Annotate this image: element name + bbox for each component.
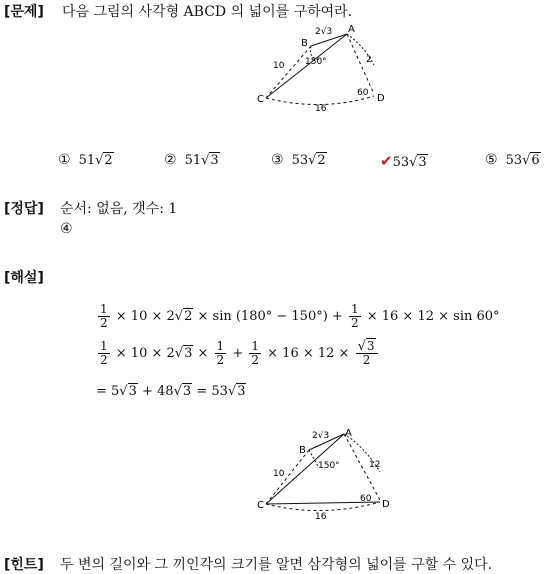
choice-3[interactable]: ③ 53√2 — [271, 152, 326, 168]
solution-line-3: = 5√3 + 48√3 = 53√3 — [96, 384, 246, 399]
choice-1[interactable]: ① 51√2 — [58, 152, 113, 168]
quadrilateral-figure — [252, 20, 402, 115]
solution-line-1: $\frac{1}{2}$ × 10 × 2√2 × sin (180° − 150°) + $\frac{1}{2}$ × 16 × 12 × sin 60° — [100, 302, 500, 330]
answer-label: [정답] — [4, 201, 44, 217]
vertex-d: D — [377, 93, 385, 104]
vertex-a: A — [345, 428, 352, 439]
label-side-cd: 16 — [315, 104, 327, 114]
solution-line-2: $\frac{1}{2}$ × 10 × 2√3 × $\frac{1}{2}$ + $\frac{1}{2}$ × 16 × 12 × $\frac{√3}{2}$ — [96, 340, 380, 367]
label-angle-b: 150° — [305, 57, 327, 67]
hint-text: 두 변의 길이와 그 끼인각의 크기를 알면 삼각형의 넓이를 구할 수 있다. — [60, 557, 493, 573]
label-angle-d: 60 — [357, 88, 369, 98]
checkmark-icon: ✔ — [380, 152, 393, 170]
label-side-bc: 10 — [273, 61, 285, 71]
side-bc — [266, 46, 311, 98]
choice-4[interactable]: ✔53√3 — [380, 152, 427, 170]
solution-label: [해설] — [4, 270, 44, 286]
vertex-c: C — [257, 500, 264, 511]
answer-meta: 순서: 없음, 갯수: 1 — [60, 201, 178, 217]
choice-1-number: ① — [58, 152, 71, 168]
label-side-bc: 10 — [273, 469, 285, 479]
problem-text: 다음 그림의 사각형 ABCD 의 넓이를 구하여라. — [62, 4, 353, 20]
label-angle-b: 150° — [318, 461, 340, 471]
answer-value: ④ — [60, 221, 73, 237]
choice-2-number: ② — [164, 152, 177, 168]
choice-2[interactable]: ② 51√3 — [164, 152, 219, 168]
choice-5[interactable]: ⑤ 53√6 — [485, 152, 540, 168]
label-side-ad: 2 — [366, 55, 372, 65]
vertex-c: C — [257, 94, 264, 105]
label-side-ad: 12 — [369, 460, 381, 470]
label-angle-d: 60 — [360, 494, 372, 504]
problem-label: [문제] — [4, 4, 44, 20]
vertex-b: B — [299, 445, 306, 456]
hint-label: [힌트] — [4, 557, 44, 573]
choice-5-number: ⑤ — [485, 152, 498, 168]
label-side-cd: 16 — [315, 512, 327, 522]
choice-3-number: ③ — [271, 152, 284, 168]
vertex-a: A — [348, 24, 355, 35]
label-side-ab: 2√3 — [312, 431, 330, 441]
vertex-b: B — [301, 38, 308, 49]
solution-figure — [252, 422, 402, 522]
label-side-ab: 2√3 — [315, 27, 333, 37]
vertex-d: D — [382, 499, 390, 510]
